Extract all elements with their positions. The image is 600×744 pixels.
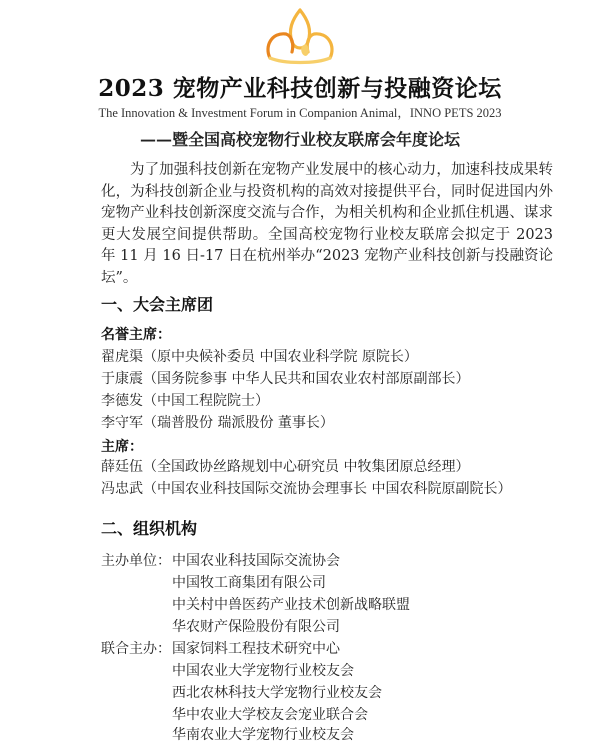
cohost-item: 西北农林科技大学宠物行业校友会 bbox=[172, 685, 382, 701]
host-item: 中国农业科技国际交流协会 bbox=[172, 553, 340, 569]
chair-item: 冯忠武（中国农业科技国际交流协会理事长 中国农科院原副院长） bbox=[101, 481, 512, 497]
cohost-item: 华中农业大学校友会宠业联合会 bbox=[172, 707, 368, 723]
chinese-subtitle: ——暨全国高校宠物行业校友联席会年度论坛 bbox=[139, 130, 460, 149]
lotus-flame-logo-icon bbox=[258, 6, 342, 66]
host-item: 中关村中兽医药产业技术创新战略联盟 bbox=[172, 597, 410, 613]
honorary-chair-item: 李德发（中国工程院院士） bbox=[101, 393, 269, 409]
host-item: 中国牧工商集团有限公司 bbox=[172, 575, 326, 591]
english-subtitle: The Innovation & Investment Forum in Companion Animal，INNO PETS 2023 bbox=[98, 106, 502, 120]
host-item: 华农财产保险股份有限公司 bbox=[172, 619, 340, 635]
honorary-chair-item: 李守军（瑞普股份 瑞派股份 董事长） bbox=[101, 415, 334, 431]
page-title: 2023 宠物产业科技创新与投融资论坛 bbox=[98, 75, 502, 102]
cohost-item: 国家饲料工程技术研究中心 bbox=[172, 641, 340, 657]
cohost-item: 华南农业大学宠物行业校友会 bbox=[172, 727, 354, 743]
section-heading-organization: 二、组织机构 bbox=[101, 519, 198, 538]
cohost-item: 中国农业大学宠物行业校友会 bbox=[172, 663, 354, 679]
intro-paragraph: 为了加强科技创新在宠物产业发展中的核心动力，加速科技成果转化，为科技创新企业与投资机构的高效对接提供平台，同时促进国内外宠物产业科技创新深度交流与合作，为相关机构和企业抓住机遇、谋求更大发展空间提供帮助。全国高校宠物行业校友联席会拟定于 2023 年 11 月 16 日-17 日在杭州举办“2023 宠物产业科技创新与投融资论坛”。 bbox=[101, 162, 553, 286]
cohost-label: 联合主办： bbox=[101, 641, 171, 657]
honorary-chair-label: 名誉主席： bbox=[101, 327, 171, 343]
chair-item: 薛廷伍（全国政协丝路规划中心研究员 中牧集团原总经理） bbox=[101, 459, 470, 475]
chair-label: 主席： bbox=[101, 439, 143, 455]
honorary-chair-item: 翟虎渠（原中央候补委员 中国农业科学院 原院长） bbox=[101, 349, 418, 365]
host-label: 主办单位： bbox=[101, 553, 171, 569]
section-heading-presidium: 一、大会主席团 bbox=[101, 295, 214, 314]
honorary-chair-item: 于康震（国务院参事 中华人民共和国农业农村部原副部长） bbox=[101, 371, 470, 387]
